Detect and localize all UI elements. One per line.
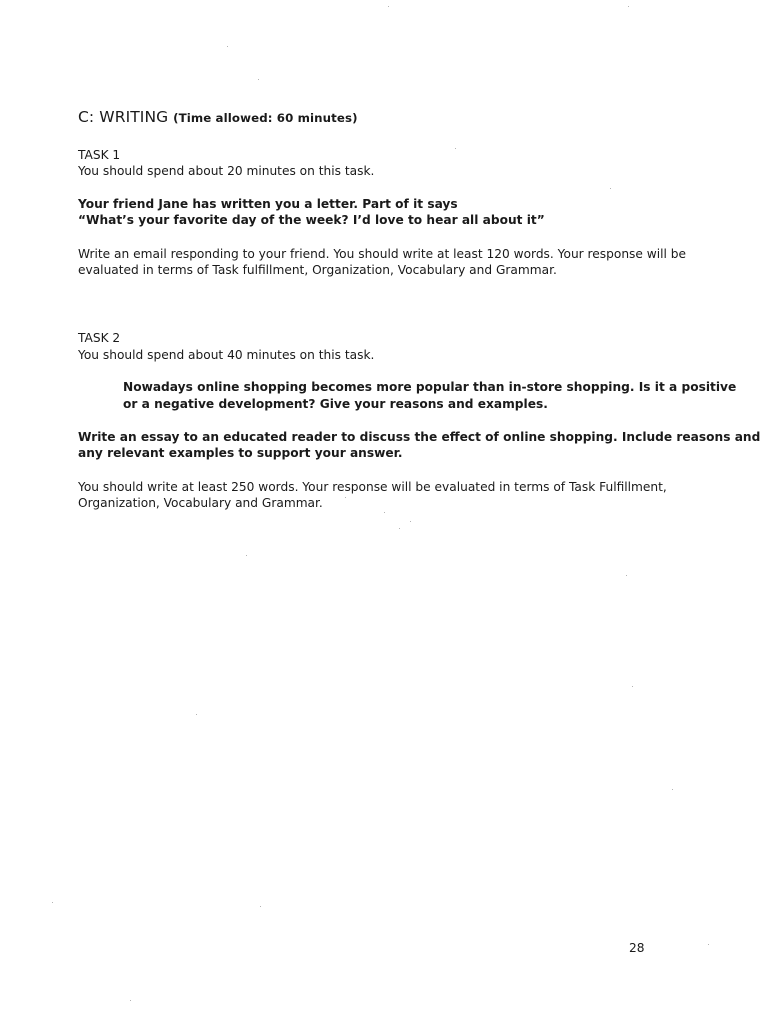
scan-speck <box>410 521 411 522</box>
task-2-instruction: You should spend about 40 minutes on this task. <box>78 347 375 362</box>
scan-speck <box>227 46 228 47</box>
scan-speck <box>388 6 389 7</box>
task-2-word-limit <box>78 479 667 512</box>
task-1-directions <box>78 246 687 279</box>
task-2-directions-line-2: any relevant examples to support your answer. <box>78 446 403 461</box>
scan-speck <box>399 528 400 529</box>
page-number: 28 <box>629 941 645 955</box>
task-2-statement-line-2: or a negative development? Give your reasons and examples. <box>123 396 548 411</box>
scan-speck <box>632 686 633 687</box>
scan-speck <box>260 906 261 907</box>
task-2-heading: TASK 2 <box>78 331 121 346</box>
task-1-instruction: You should spend about 20 minutes on this task. <box>78 164 375 179</box>
scan-speck <box>52 902 53 903</box>
time-allowed: (Time allowed: 60 minutes) <box>173 111 358 125</box>
writing-section <box>78 108 761 512</box>
task-1-prompt-line-1: Your friend Jane has written you a letter. Part of it says <box>78 196 458 211</box>
section-title <box>78 108 658 127</box>
task-1-heading: TASK 1 <box>78 148 121 162</box>
task-2-word-limit-line-1: You should write at least 250 words. Your response will be evaluated in terms of Task Fulfillment, <box>78 479 667 494</box>
task-1-prompt <box>78 196 658 229</box>
scan-speck <box>672 789 673 790</box>
task-2 <box>78 330 761 511</box>
scan-speck <box>628 6 629 7</box>
scan-speck <box>130 1000 131 1001</box>
scan-speck <box>384 512 385 513</box>
scan-speck <box>345 497 346 498</box>
scan-speck <box>196 714 197 715</box>
section-title-main: C: WRITING <box>78 108 169 126</box>
task-2-statement <box>123 379 737 412</box>
task-1-directions-line-2: evaluated in terms of Task fulfillment, Organization, Vocabulary and Grammar. <box>78 263 557 278</box>
scan-speck <box>610 188 611 189</box>
scan-speck <box>258 79 259 80</box>
task-2-directions-line-1: Write an essay to an educated reader to discuss the effect of online shopping. Include reasons and <box>78 430 761 445</box>
scan-speck <box>246 555 247 556</box>
scan-speck <box>708 944 709 945</box>
task-2-word-limit-line-2: Organization, Vocabulary and Grammar. <box>78 496 323 511</box>
task-2-directions <box>78 429 761 462</box>
task-1-directions-line-1: Write an email responding to your friend. You should write at least 120 words. Your response will be <box>78 246 687 261</box>
scan-speck <box>626 575 627 576</box>
scan-speck <box>455 148 456 149</box>
task-1-prompt-line-2: “What’s your favorite day of the week? I’d love to hear all about it” <box>78 213 545 228</box>
task-2-statement-line-1: Nowadays online shopping becomes more popular than in-store shopping. Is it a positive <box>123 380 737 395</box>
task-1 <box>78 147 687 278</box>
